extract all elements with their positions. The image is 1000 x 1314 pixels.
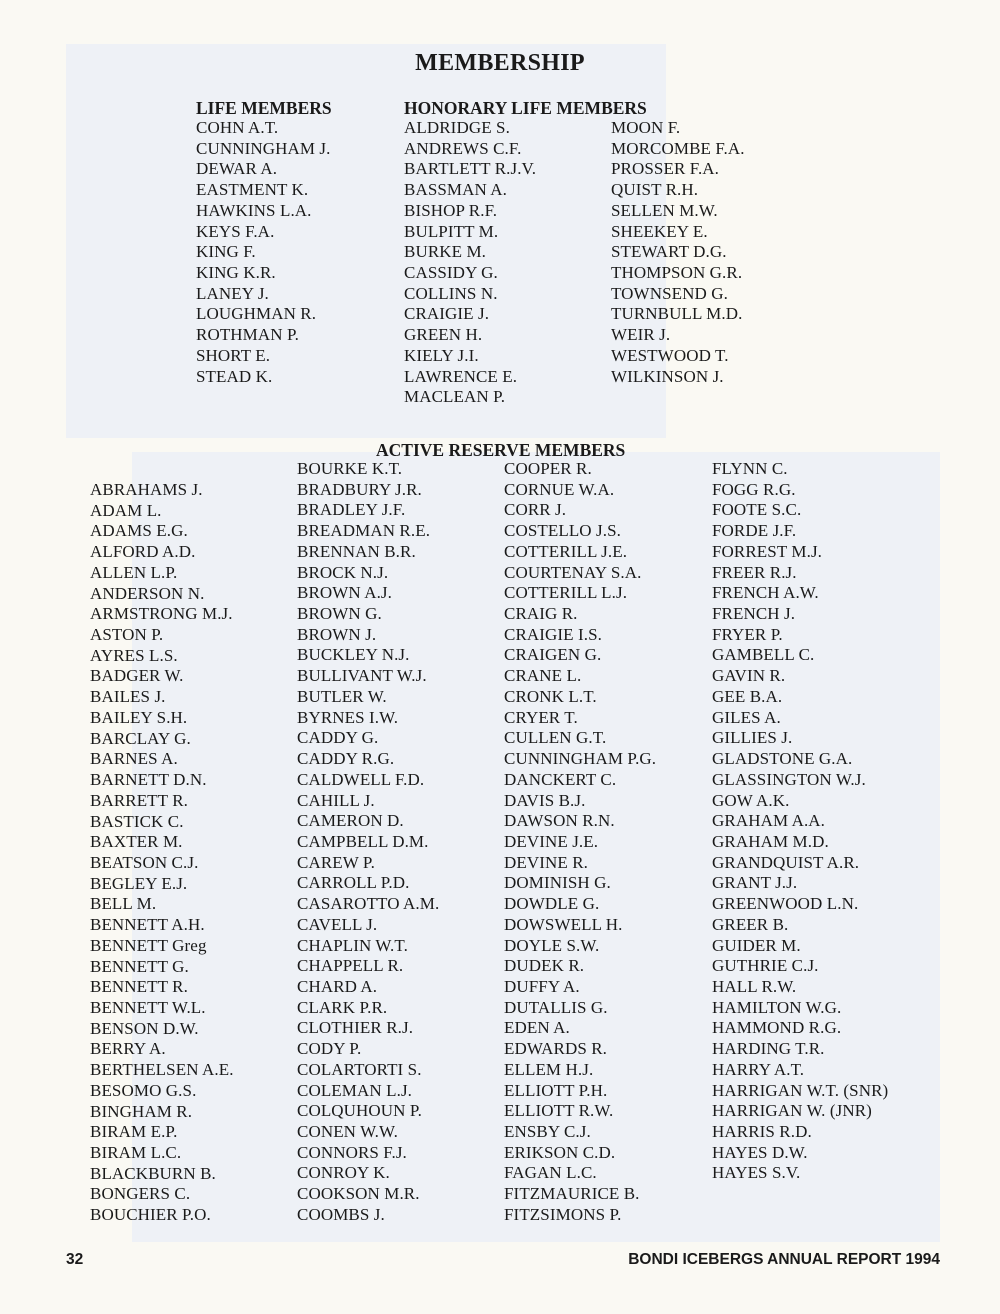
member-name: STEAD K. (196, 366, 273, 386)
member-name: TURNBULL M.D. (611, 304, 743, 324)
member-name: HARDING T.R. (712, 1039, 825, 1059)
member-name: WILKINSON J. (611, 366, 724, 386)
member-name: FREER R.J. (712, 562, 797, 582)
member-name: DEVINE R. (504, 852, 588, 872)
member-name: FITZSIMONS P. (504, 1204, 622, 1224)
member-name: BADGER W. (90, 666, 184, 686)
member-name: ALFORD A.D. (90, 542, 196, 562)
member-name: ALDRIDGE S. (404, 118, 510, 137)
member-name: BAXTER M. (90, 832, 183, 852)
member-name: CORNUE W.A. (504, 479, 615, 499)
member-name: BASSMAN A. (404, 180, 508, 200)
member-name: BARRETT R. (90, 790, 188, 810)
member-name: CUNNINGHAM P.G. (504, 749, 657, 769)
member-name: ARMSTRONG M.J. (90, 604, 233, 624)
member-name: GEE B.A. (712, 686, 783, 706)
member-name: ROTHMAN P. (196, 325, 300, 345)
member-name: ELLIOTT P.H. (504, 1080, 608, 1100)
member-name: ABRAHAMS J. (90, 480, 203, 499)
page-title: MEMBERSHIP (415, 50, 585, 76)
active-reserve-members-list-3 (504, 459, 656, 1226)
member-name: THOMPSON G.R. (611, 263, 743, 283)
member-name: LANEY J. (196, 283, 269, 303)
member-name: COSTELLO J.S. (504, 521, 622, 541)
member-name: BURKE M. (404, 242, 487, 262)
member-name: CARROLL P.D. (297, 873, 410, 893)
member-name: KIELY J.I. (404, 345, 479, 365)
member-name: BONGERS C. (90, 1184, 191, 1204)
member-name: GILLIES J. (712, 728, 793, 748)
active-reserve-members-heading: ACTIVE RESERVE MEMBERS (376, 440, 626, 460)
member-name: COLEMAN L.J. (297, 1080, 413, 1100)
member-name: CHARD A. (297, 976, 378, 996)
member-name: FOOTE S.C. (712, 500, 802, 520)
member-name: DEVINE J.E. (504, 831, 599, 851)
member-name: DUTALLIS G. (504, 997, 608, 1017)
member-name: GUTHRIE C.J. (712, 956, 819, 976)
member-name: COTTERILL L.J. (504, 583, 628, 603)
member-name: FORREST M.J. (712, 541, 823, 561)
member-name: DAWSON R.N. (504, 811, 615, 831)
member-name: HARRIGAN W. (JNR) (712, 1101, 872, 1121)
member-name: GREENWOOD L.N. (712, 894, 859, 914)
member-name: CRAIGEN G. (504, 645, 602, 665)
member-name: DOWSWELL H. (504, 914, 623, 934)
member-name: BENNETT A.H. (90, 915, 205, 935)
member-name: WEIR J. (611, 325, 671, 345)
member-name: FOGG R.G. (712, 479, 796, 499)
member-name: SHORT E. (196, 345, 271, 365)
member-name: GRANT J.J. (712, 873, 798, 893)
member-name: BERRY A. (90, 1039, 166, 1059)
member-name: GAMBELL C. (712, 645, 815, 665)
member-name: BENNETT W.L. (90, 997, 206, 1017)
member-name: ALLEN L.P. (90, 562, 178, 582)
member-name: BRADBURY J.R. (297, 479, 422, 499)
member-name: STEWART D.G. (611, 242, 727, 262)
member-name: CAVELL J. (297, 914, 378, 934)
member-name: CONEN W.W. (297, 1122, 398, 1141)
member-name: ASTON P. (90, 625, 164, 645)
member-name: EDEN A. (504, 1018, 570, 1038)
member-name: FAGAN L.C. (504, 1163, 597, 1183)
member-name: LAWRENCE E. (404, 366, 518, 386)
member-name: COOMBS J. (297, 1204, 385, 1224)
member-name: GRAHAM A.A. (712, 811, 826, 831)
member-name: DOWDLE G. (504, 894, 600, 914)
member-name: HALL R.W. (712, 976, 797, 996)
member-name: GREEN H. (404, 325, 483, 345)
member-name: CADDY R.G. (297, 749, 395, 769)
member-name: CONNORS F.J. (297, 1142, 407, 1162)
member-name: BULLIVANT W.J. (297, 666, 427, 686)
member-name: CAMERON D. (297, 811, 404, 831)
active-reserve-members-list-2 (297, 459, 439, 1226)
member-name: KING F. (196, 242, 256, 262)
honorary-life-members-list-1 (404, 118, 536, 408)
member-name: FRENCH A.W. (712, 583, 819, 603)
member-name: FITZMAURICE B. (504, 1184, 640, 1204)
member-name: BRENNAN B.R. (297, 541, 416, 561)
member-name: HAYES D.W. (712, 1142, 808, 1162)
member-name: CAREW P. (297, 852, 375, 872)
member-name: CLOTHIER R.J. (297, 1018, 414, 1038)
member-name: BARNETT D.N. (90, 770, 207, 790)
active-reserve-members-list-1 (90, 480, 234, 1226)
member-name: FLYNN C. (712, 459, 788, 478)
member-name: CAHILL J. (297, 790, 375, 810)
member-name: COURTENAY S.A. (504, 562, 642, 582)
member-name: BASTICK C. (90, 811, 184, 831)
member-name: BENSON D.W. (90, 1018, 199, 1038)
member-name: GREER B. (712, 914, 789, 934)
member-name: HAMILTON W.G. (712, 997, 842, 1017)
member-name: CRANE L. (504, 666, 582, 686)
member-name: GRANDQUIST A.R. (712, 852, 860, 872)
member-name: CRONK L.T. (504, 686, 597, 706)
member-name: ADAM L. (90, 500, 162, 520)
member-name: HAMMOND R.G. (712, 1018, 842, 1038)
member-name: COLLINS N. (404, 283, 498, 303)
publication-footer: BONDI ICEBERGS ANNUAL REPORT 1994 (628, 1251, 940, 1268)
member-name: PROSSER F.A. (611, 159, 720, 179)
member-name: COLARTORTI S. (297, 1059, 422, 1079)
member-name: CAMPBELL D.M. (297, 831, 429, 851)
member-name: QUIST R.H. (611, 180, 699, 200)
member-name: BIRAM L.C. (90, 1143, 182, 1162)
member-name: MACLEAN P. (404, 387, 506, 407)
member-name: AYRES L.S. (90, 645, 178, 665)
honorary-life-members-list-2 (611, 118, 745, 387)
member-name: HARRIS R.D. (712, 1122, 812, 1141)
life-members-list (196, 118, 330, 387)
member-name: ELLEM H.J. (504, 1059, 594, 1079)
member-name: HAYES S.V. (712, 1163, 801, 1183)
member-name: CHAPLIN W.T. (297, 935, 408, 955)
member-name: BAILES J. (90, 687, 166, 707)
member-name: BENNETT Greg (90, 935, 207, 955)
member-name: BENNETT G. (90, 956, 189, 976)
member-name: BREADMAN R.E. (297, 521, 431, 541)
member-name: COTTERILL J.E. (504, 541, 628, 561)
member-name: BARTLETT R.J.V. (404, 159, 537, 179)
member-name: WESTWOOD T. (611, 345, 729, 365)
member-name: SELLEN M.W. (611, 200, 718, 220)
member-name: ANDREWS C.F. (404, 138, 522, 158)
member-name: DOMINISH G. (504, 873, 611, 893)
member-name: BUCKLEY N.J. (297, 645, 410, 665)
member-name: GAVIN R. (712, 666, 786, 686)
member-name: COOPER R. (504, 459, 592, 478)
member-name: ADAMS E.G. (90, 521, 188, 541)
page-number: 32 (66, 1251, 84, 1268)
member-name: BRADLEY J.F. (297, 500, 406, 520)
member-name: COHN A.T. (196, 118, 279, 137)
life-members-heading: LIFE MEMBERS (196, 98, 332, 118)
member-name: GRAHAM M.D. (712, 831, 829, 851)
member-name: ANDERSON N. (90, 583, 205, 603)
member-name: EDWARDS R. (504, 1039, 608, 1059)
member-name: ELLIOTT R.W. (504, 1101, 614, 1121)
member-name: BYRNES I.W. (297, 707, 399, 727)
member-name: GLADSTONE G.A. (712, 749, 853, 769)
member-name: BESOMO G.S. (90, 1080, 197, 1100)
member-name: SHEEKEY E. (611, 221, 708, 241)
member-name: LOUGHMAN R. (196, 304, 317, 324)
member-name: BIRAM E.P. (90, 1122, 178, 1142)
member-name: HARRY A.T. (712, 1059, 805, 1079)
member-name: MORCOMBE F.A. (611, 138, 745, 158)
member-name: BEATSON C.J. (90, 852, 199, 872)
member-name: CADDY G. (297, 728, 379, 748)
member-name: TOWNSEND G. (611, 283, 728, 303)
member-name: BENNETT R. (90, 977, 188, 997)
member-name: EASTMENT K. (196, 180, 309, 200)
member-name: BLACKBURN B. (90, 1163, 216, 1183)
member-name: BISHOP R.F. (404, 200, 498, 220)
member-name: GUIDER M. (712, 935, 801, 955)
member-name: CORR J. (504, 500, 567, 520)
member-name: MOON F. (611, 118, 681, 137)
member-name: CRAIG R. (504, 604, 578, 624)
member-name: CLARK P.R. (297, 997, 388, 1017)
member-name: HAWKINS L.A. (196, 200, 312, 220)
member-name: CULLEN G.T. (504, 728, 607, 748)
honorary-life-members-heading: HONORARY LIFE MEMBERS (404, 98, 647, 118)
member-name: CODY P. (297, 1039, 362, 1059)
member-name: ERIKSON C.D. (504, 1142, 616, 1162)
member-name: BEGLEY E.J. (90, 873, 188, 893)
member-name: DOYLE S.W. (504, 935, 600, 955)
member-name: KING K.R. (196, 263, 276, 283)
member-name: ENSBY C.J. (504, 1122, 591, 1141)
member-name: CASAROTTO A.M. (297, 894, 440, 914)
member-name: GLASSINGTON W.J. (712, 769, 866, 789)
member-name: CRAIGIE I.S. (504, 624, 603, 644)
member-name: DANCKERT C. (504, 769, 617, 789)
member-name: KEYS F.A. (196, 221, 275, 241)
member-name: CASSIDY G. (404, 263, 498, 283)
member-name: CUNNINGHAM J. (196, 138, 331, 158)
member-name: BOURKE K.T. (297, 459, 403, 478)
member-name: HARRIGAN W.T. (SNR) (712, 1080, 889, 1100)
member-name: COOKSON M.R. (297, 1184, 420, 1204)
member-name: CRYER T. (504, 707, 578, 727)
member-name: FRYER P. (712, 624, 783, 644)
member-name: CONROY K. (297, 1163, 390, 1183)
member-name: FORDE J.F. (712, 521, 797, 541)
member-name: BROWN G. (297, 604, 382, 624)
member-name: BUTLER W. (297, 686, 387, 706)
member-name: BARCLAY G. (90, 728, 191, 748)
member-name: GILES A. (712, 707, 781, 727)
member-name: DEWAR A. (196, 159, 278, 179)
member-name: BELL M. (90, 894, 157, 914)
member-name: CRAIGIE J. (404, 304, 490, 324)
member-name: DUDEK R. (504, 956, 585, 976)
member-name: CALDWELL F.D. (297, 769, 425, 789)
member-name: BINGHAM R. (90, 1101, 193, 1121)
member-name: DAVIS B.J. (504, 790, 586, 810)
member-name: BOUCHIER P.O. (90, 1205, 211, 1225)
member-name: GOW A.K. (712, 790, 790, 810)
member-name: COLQUHOUN P. (297, 1101, 422, 1121)
member-name: BROWN J. (297, 624, 377, 644)
member-name: BAILEY S.H. (90, 707, 188, 727)
member-name: CHAPPELL R. (297, 956, 404, 976)
member-name: BERTHELSEN A.E. (90, 1060, 234, 1080)
member-name: BULPITT M. (404, 221, 499, 241)
member-name: BARNES A. (90, 749, 178, 769)
member-name: FRENCH J. (712, 604, 796, 624)
member-name: BROWN A.J. (297, 583, 392, 603)
active-reserve-members-list-4 (712, 459, 888, 1184)
member-name: BROCK N.J. (297, 562, 389, 582)
member-name: DUFFY A. (504, 976, 580, 996)
